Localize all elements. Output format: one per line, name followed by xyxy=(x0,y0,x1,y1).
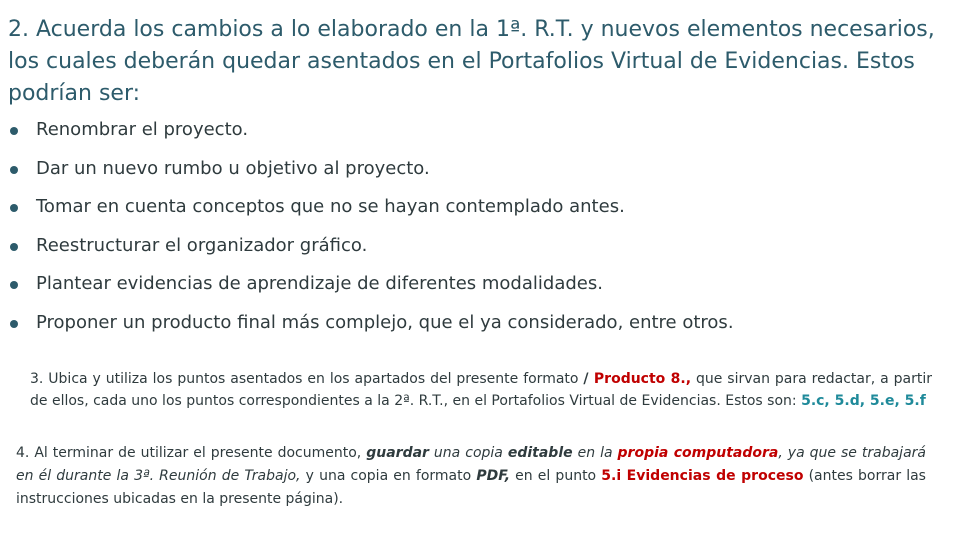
guardar-emphasis: guardar xyxy=(366,445,429,461)
step-4-text-6: en el punto xyxy=(510,468,602,484)
bullet-icon xyxy=(10,127,18,135)
list-item xyxy=(8,234,734,273)
list-item-text: Proponer un producto final más complejo, que el ya considerado, entre otros. xyxy=(36,311,734,333)
list-item-text: Plantear evidencias de aprendizaje de diferentes modalidades. xyxy=(36,273,603,295)
items-reference: 5.c, 5.d, 5.e, 5.f xyxy=(801,393,926,409)
list-item xyxy=(8,157,734,196)
step-4-text-3: en la xyxy=(572,445,618,461)
pdf-emphasis: PDF, xyxy=(476,468,511,484)
list-item-text: Reestructurar el organizador gráfico. xyxy=(36,234,368,256)
bullet-icon xyxy=(10,281,18,289)
list-item xyxy=(8,195,734,234)
bullet-icon xyxy=(10,320,18,328)
editable-emphasis: editable xyxy=(507,445,573,461)
step-4-text: 4. Al terminar de utilizar el presente documento, xyxy=(16,445,367,461)
bullet-icon xyxy=(10,166,18,174)
step-3-text: 3. Ubica y utiliza los puntos asentados en los apartados del presente formato xyxy=(30,371,584,387)
step-3-paragraph xyxy=(30,368,932,412)
evidencias-reference: 5.i Evidencias de proceso xyxy=(601,468,804,484)
list-item xyxy=(8,311,734,350)
list-item-text: Renombrar el proyecto. xyxy=(36,119,249,140)
list-item xyxy=(8,272,734,311)
list-item-text: Dar un nuevo rumbo u objetivo al proyecto. xyxy=(36,157,430,179)
producto-reference: Producto 8., xyxy=(588,371,692,387)
change-options-list xyxy=(8,118,734,350)
step-4-text-4: , ya que se trabajará en él durante la 3ª. Reunión de Trabajo, xyxy=(16,445,926,484)
instruction-heading: 2. Acuerda los cambios a lo elaborado en la 1ª. R.T. y nuevos elementos necesarios, los cuales deberán quedar asentados en el Portafolios Virtual de Evidencias. Estos podrían ser: xyxy=(8,17,935,106)
bullet-icon xyxy=(10,243,18,251)
step-4-paragraph xyxy=(16,442,926,511)
bullet-icon xyxy=(10,204,18,212)
step-4-text-2: una copia xyxy=(428,445,508,461)
step-4-text-7: (antes borrar las instrucciones ubicadas en la presente página). xyxy=(16,468,926,507)
propia-computadora-emphasis: propia computadora xyxy=(617,445,779,461)
step-4-text-5: y una copia en formato xyxy=(300,468,477,484)
step-3-text-cont: que sirvan para redactar, a partir de ellos, cada uno los puntos correspondientes a la 2ª. R.T., en el Portafolios Virtual de Evidencias. Estos son: xyxy=(30,371,932,409)
list-item-text: Tomar en cuenta conceptos que no se hayan contemplado antes. xyxy=(36,196,625,218)
list-item xyxy=(8,118,734,157)
slash-separator: / xyxy=(583,371,589,387)
